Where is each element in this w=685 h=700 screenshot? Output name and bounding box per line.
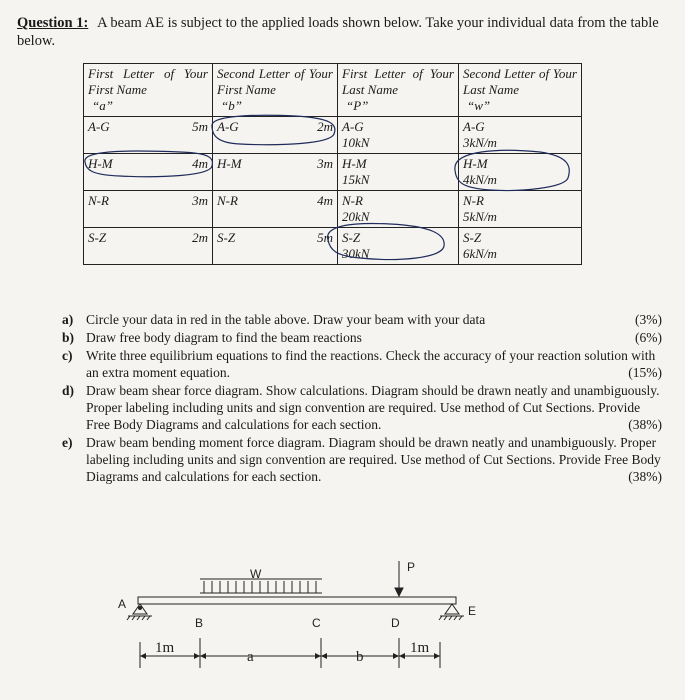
header-second-letter-first-name: Second Letter of Your First Name “b”: [213, 64, 338, 117]
question-item: c) Write three equilibrium equations to find the reactions. Check the accuracy of your reaction solution with an extra moment equation. (15%): [62, 348, 662, 380]
question-label: Question 1:: [17, 15, 89, 31]
cell-p: N-R 20kN: [338, 191, 459, 228]
cell-w: A-G 3kN/m: [459, 117, 582, 154]
dim-b: b: [356, 649, 364, 665]
dim-a: a: [247, 649, 254, 665]
cell-p: A-G 10kN: [338, 117, 459, 154]
cell-b: S-Z 5m: [213, 228, 338, 265]
cell-w: S-Z 6kN/m: [459, 228, 582, 265]
distributed-load-w: [200, 579, 322, 593]
cell-w: H-M 4kN/m: [459, 154, 582, 191]
load-w-label: W: [250, 567, 262, 581]
cell-w: N-R 5kN/m: [459, 191, 582, 228]
point-d-label: D: [391, 616, 400, 630]
cell-b: H-M 3m: [213, 154, 338, 191]
header-first-letter-first-name: First Letter of Your First Name “a”: [84, 64, 213, 117]
dim-1m-left: 1m: [155, 640, 175, 656]
question-text: A beam AE is subject to the applied loads shown below. Take your individual data from the table below.: [17, 15, 659, 49]
question-item: b) Draw free body diagram to find the beam reactions (6%): [62, 330, 662, 345]
point-b-label: B: [195, 616, 204, 630]
header-second-letter-last-name: Second Letter of Your Last Name “w”: [459, 64, 582, 117]
dim-1m-right: 1m: [410, 640, 430, 656]
cell-a: S-Z 2m: [84, 228, 213, 265]
point-a-label: A: [118, 597, 127, 611]
cell-b: A-G 2m: [213, 117, 338, 154]
cell-a: H-M 4m: [84, 154, 213, 191]
point-c-label: C: [312, 616, 321, 630]
cell-a: N-R 3m: [84, 191, 213, 228]
dimension-lines: [140, 638, 440, 668]
question-item: d) Draw beam shear force diagram. Show calculations. Diagram should be drawn neatly and unambiguously. Proper labeling including units and sign convention are required. Use method of Cut Sections. Provide Free Body Diagrams and calculations for each section. (38%): [62, 383, 662, 432]
beam-body: [138, 597, 456, 604]
cell-p: S-Z 30kN: [338, 228, 459, 265]
question-item: e) Draw beam bending moment force diagram. Diagram should be drawn neatly and unambiguously. Proper labeling including units and sign convention are required. Use method of Cut Sections. Provide Free Body Diagrams and calculations for each section. (38%): [62, 435, 662, 484]
header-first-letter-last-name: First Letter of Your Last Name “P”: [338, 64, 459, 117]
load-p-label: P: [407, 560, 416, 574]
point-e-label: E: [468, 604, 477, 618]
question-item: a) Circle your data in red in the table above. Draw your beam with your data (3%): [62, 312, 662, 327]
cell-b: N-R 4m: [213, 191, 338, 228]
cell-a: A-G 5m: [84, 117, 213, 154]
support-e: [439, 604, 464, 620]
point-load-p: [395, 561, 403, 596]
pin-support-a: [127, 604, 152, 620]
cell-p: H-M 15kN: [338, 154, 459, 191]
